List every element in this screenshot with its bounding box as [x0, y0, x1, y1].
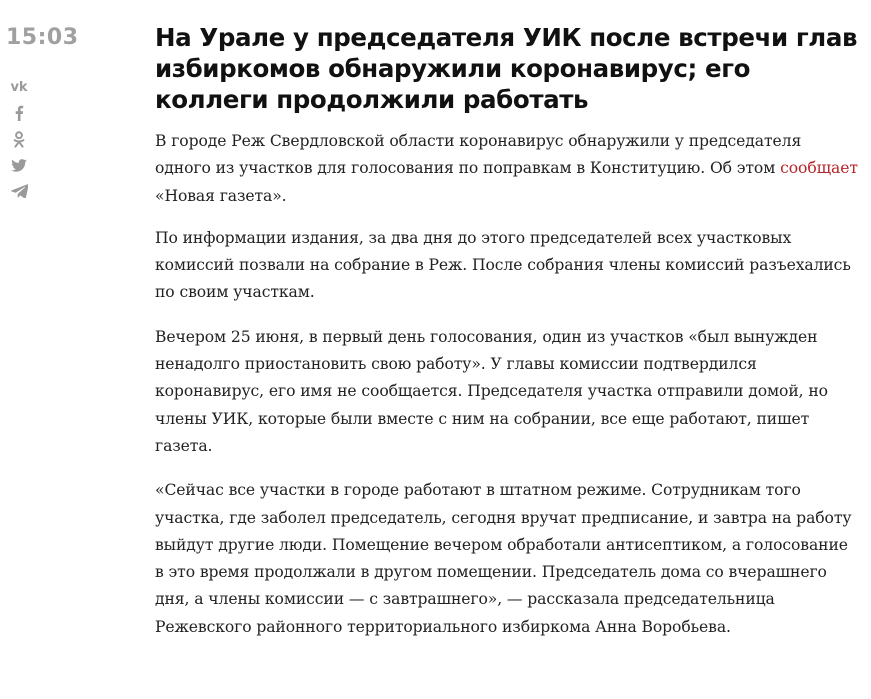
odnoklassniki-icon	[13, 131, 25, 148]
share-vk-button[interactable]	[8, 74, 30, 100]
article-paragraph-2: По информации издания, за два дня до этого председателей всех участковых комиссий позвали на собрание в Реж. После собрания члены комиссий разъехались по своим участкам.	[155, 228, 851, 302]
paragraph-1-text-end: «Новая газета».	[155, 186, 287, 205]
twitter-icon	[11, 159, 27, 172]
share-facebook-button[interactable]	[8, 100, 30, 126]
share-twitter-button[interactable]	[8, 152, 30, 178]
article-paragraph-1	[155, 128, 860, 210]
share-bar	[8, 74, 30, 204]
article-paragraph-3: Вечером 25 июня, в первый день голосования, один из участков «был вынужден ненадолго приостановить свою работу». У главы комиссии подтвердился коронавирус, его имя не сообщается. Председателя участка отправили домой, но члены УИК, которые были вместе с ним на собрании, все еще работают, пишет газета.	[155, 327, 828, 455]
share-telegram-button[interactable]	[8, 178, 30, 204]
facebook-icon	[14, 105, 24, 121]
paragraph-1-text-start: В городе Реж Свердловской области коронавирус обнаружили у председателя одного из участков для голосования по поправкам в Конституцию. Об этом	[155, 132, 802, 178]
article-paragraph-4: «Сейчас все участки в городе работают в штатном режиме. Сотрудникам того участка, где заболел председатель, сегодня вручат предписание, и завтра на работу выйдут другие люди. Помещение вечером обработали антисептиком, а голосование в это время продолжали в другом помещении. Председатель дома со вчерашнего дня, а члены комиссии — с завтрашнего», — рассказала председательница Режевского районного территориального избиркома Анна Воробьева.	[155, 481, 852, 636]
article	[155, 22, 860, 641]
telegram-icon	[11, 184, 28, 198]
source-link[interactable]: сообщает	[780, 159, 858, 178]
article-headline: На Урале у председателя УИК после встречи глав избиркомов обнаружили коронавирус; его коллеги продолжили работать	[155, 23, 858, 114]
publish-time: 15:03	[6, 25, 79, 50]
share-odnoklassniki-button[interactable]	[8, 126, 30, 152]
vk-icon: vk	[10, 79, 28, 95]
